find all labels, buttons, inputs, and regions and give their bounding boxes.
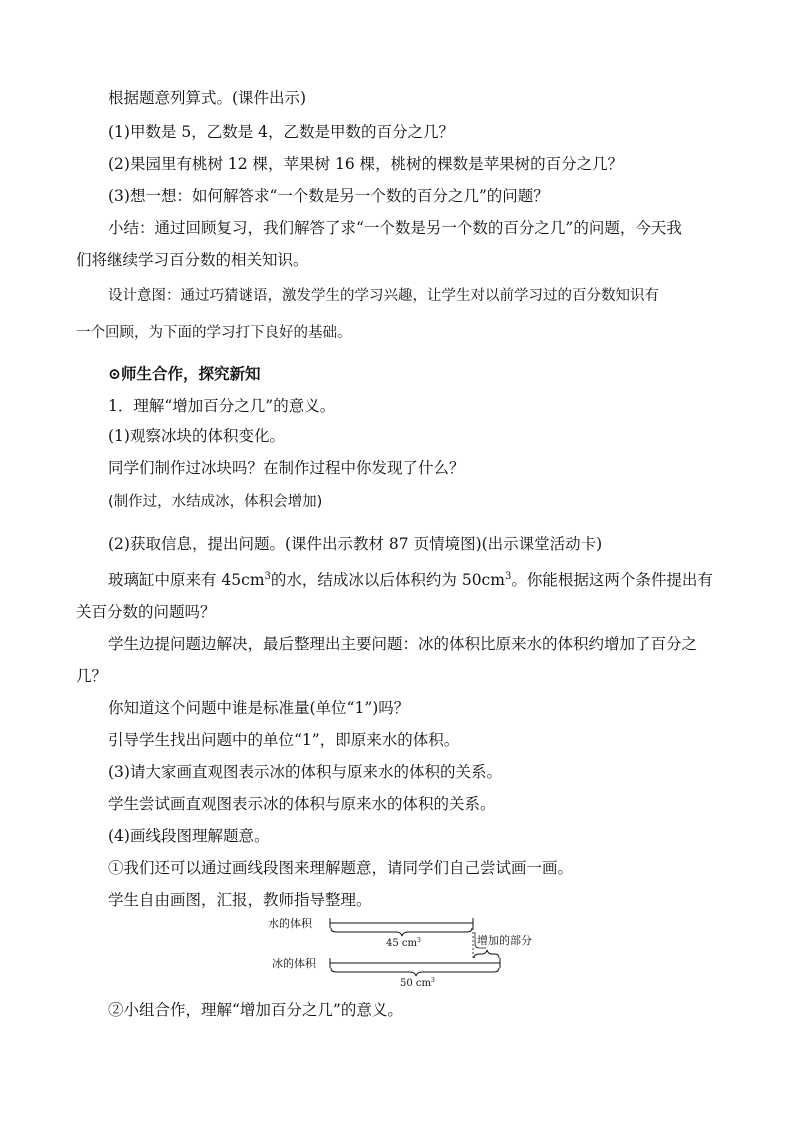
question-2: (2)果园里有桃树 12 棵，苹果树 16 棵，桃树的棵数是苹果树的百分之几？ xyxy=(108,155,624,173)
text-line: 学生自由画图，汇报，教师指导整理。 xyxy=(108,891,372,909)
increase-brace xyxy=(474,950,499,958)
increase-label: 增加的部分 xyxy=(477,934,532,947)
design-intent: 设计意图：通过巧猜谜语，激发学生的学习兴趣，让学生对以前学习过的百分数知识有 xyxy=(108,288,659,304)
subsection-heading: 1．理解“增加百分之几”的意义。 xyxy=(108,397,336,415)
ice-volume-label: 冰的体积 xyxy=(272,957,316,970)
question-1: (1)甲数是 5，乙数是 4，乙数是甲数的百分之几？ xyxy=(108,123,455,141)
water-brace xyxy=(331,928,472,936)
design-intent-cont: 一个回顾，为下面的学习打下良好的基础。 xyxy=(76,325,352,341)
text-line: 学生边提问题边解决，最后整理出主要问题：冰的体积比原来水的体积约增加了百分之 xyxy=(108,635,698,653)
text-line: (2)获取信息，提出问题。(课件出示教材 87 页情境图)(出示课堂活动卡) xyxy=(108,535,603,553)
text-line: ①我们还可以通过画线段图来理解题意，请同学们自己尝试画一画。 xyxy=(108,859,574,877)
summary-line: 小结：通过回顾复习，我们解答了求“一个数是另一个数的百分之几”的问题，今天我 xyxy=(108,219,682,237)
text-line: 同学们制作过冰块吗？在制作过程中你发现了什么？ xyxy=(108,459,465,477)
text-line: 你知道这个问题中谁是标准量(单位“1”)吗？ xyxy=(108,699,410,717)
text-line: (3)请大家画直观图表示冰的体积与原来水的体积的关系。 xyxy=(108,763,502,781)
summary-line-cont: 们将继续学习百分数的相关知识。 xyxy=(76,251,309,269)
section-heading: ⊙师生合作，探究新知 xyxy=(108,364,261,383)
text-line: 根据题意列算式。(课件出示) xyxy=(108,89,307,107)
text-line: (4)画线段图理解题意。 xyxy=(108,827,270,845)
ice-brace xyxy=(331,968,499,976)
text-line-cont: 几？ xyxy=(76,667,108,685)
text-line: (1)观察冰块的体积变化。 xyxy=(108,427,285,445)
ice-value: 50 $cm^3$ xyxy=(400,977,435,989)
question-3: (3)想一想：如何解答求“一个数是另一个数的百分之几”的问题？ xyxy=(108,187,549,205)
text-line: 学生尝试画直观图表示冰的体积与原来水的体积的关系。 xyxy=(108,795,496,813)
line-segment-diagram xyxy=(268,912,558,992)
text-line: 引导学生找出问题中的单位“1”，即原来水的体积。 xyxy=(108,731,460,749)
problem-line-cont: 关百分数的问题吗？ xyxy=(76,603,216,621)
water-value: 45 $cm^3$ xyxy=(386,937,421,949)
water-volume-label: 水的体积 xyxy=(268,917,312,930)
text-line: (制作过，水结成冰，体积会增加) xyxy=(108,494,323,510)
text-line: ②小组合作，理解“增加百分之几”的意义。 xyxy=(108,1001,403,1019)
problem-line: 玻璃缸中原来有 $45cm^3$的水，结成冰以后体积约为 $50cm^3$。你能根据这两个条件提出有 xyxy=(108,570,713,589)
